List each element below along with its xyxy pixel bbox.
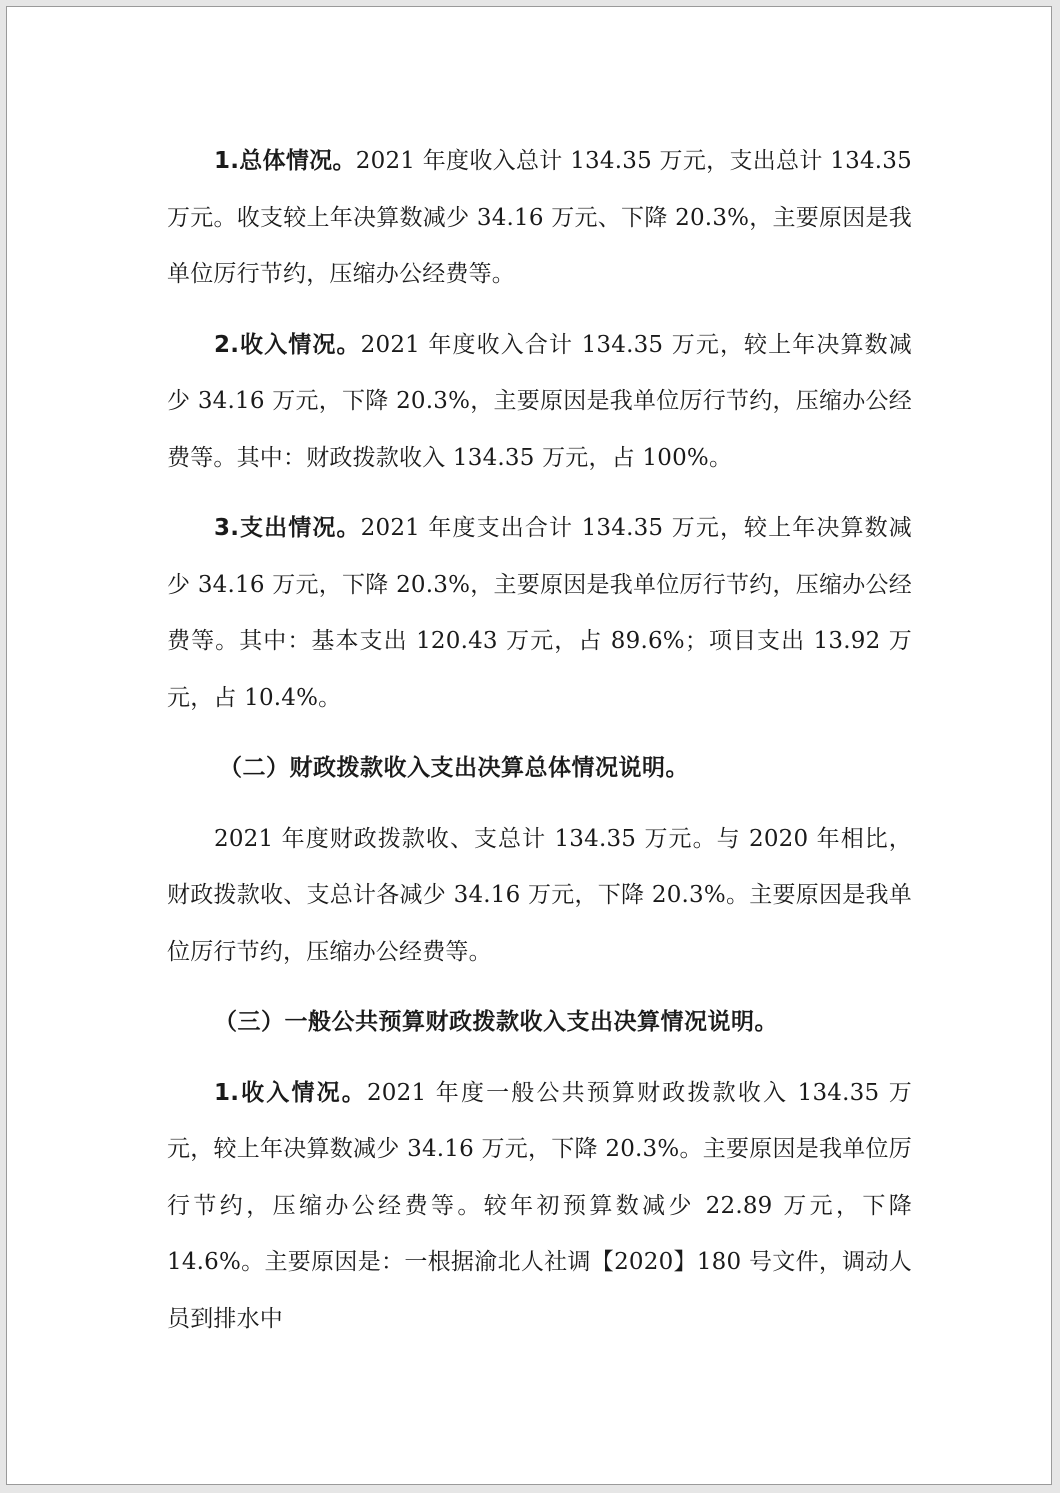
paragraph-lead: 3.支出情况。 xyxy=(214,515,361,541)
paragraph-fiscal-overall: 2021 年度财政拨款收、支总计 134.35 万元。与 2020 年相比，财政拨款收、支总计各减少 34.16 万元，下降 20.3%。主要原因是我单位厉行节约，压缩办公经费等。 xyxy=(167,825,912,965)
section-heading-fiscal-overall: （二）财政拨款收入支出决算总体情况说明。 xyxy=(219,755,689,781)
paragraph-general-budget-income xyxy=(167,1065,912,1348)
paragraph-text: 2021 年度收入总计 134.35 万元，支出总计 134.35 万元。收支较上年决算数减少 34.16 万元、下降 20.3%，主要原因是我单位厉行节约，压缩办公经费等。 xyxy=(167,148,912,287)
paragraph-text: 2021 年度一般公共预算财政拨款收入 134.35 万元，较上年决算数减少 34.16 万元，下降 20.3%。主要原因是我单位厉行节约，压缩办公经费等。较年初预算数减少 22.89 万元，下降 14.6%。主要原因是：一根据渝北人社调【2020】180 号文件，调动人员到排水中 xyxy=(167,1079,912,1332)
document-page xyxy=(6,6,1052,1485)
paragraph-overall xyxy=(167,133,912,303)
paragraph-lead: 2.收入情况。 xyxy=(214,331,361,358)
paragraph-lead: 1.收入情况。 xyxy=(214,1079,367,1106)
paragraph-lead: 1.总体情况。 xyxy=(214,148,356,174)
section-heading-general-budget: （三）一般公共预算财政拨款收入支出决算情况说明。 xyxy=(214,1009,778,1035)
paragraph-text: 2021 年度收入合计 134.35 万元，较上年决算数减少 34.16 万元，下降 20.3%，主要原因是我单位厉行节约，压缩办公经费等。其中：财政拨款收入 134.35 万元，占 100%。 xyxy=(167,331,912,471)
paragraph-income xyxy=(167,317,912,487)
paragraph-text: 2021 年度支出合计 134.35 万元，较上年决算数减少 34.16 万元，下降 20.3%，主要原因是我单位厉行节约，压缩办公经费等。其中：基本支出 120.43 万元，占 89.6%；项目支出 13.92 万元，占 10.4%。 xyxy=(167,515,912,711)
document-body xyxy=(167,133,912,1361)
paragraph-expenditure xyxy=(167,500,912,726)
